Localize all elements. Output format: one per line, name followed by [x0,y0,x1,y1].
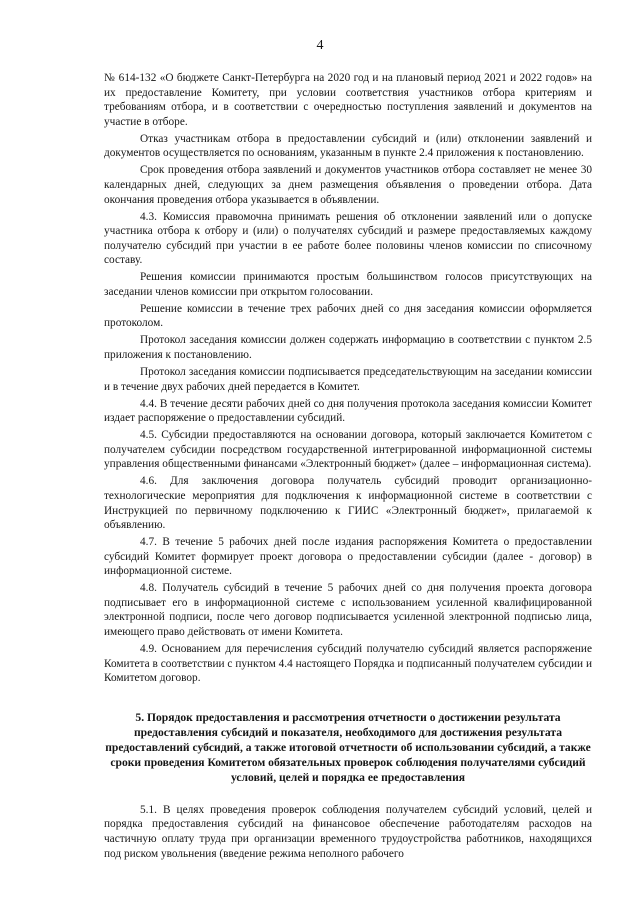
paragraph-intro-continuation: № 614-132 «О бюджете Санкт-Петербурга на 2020 год и на плановый период 2021 и 2022 годов» на их предоставление Комитету, при условии соответствия участников отбора критериям и требованиям отбора, и в соответствии с очередностью поступления заявлений и документов на участие в отборе. [104,72,592,128]
paragraph-protocol-signing: Протокол заседания комиссии подписывается председательствующим на заседании комиссии и в течение двух рабочих дней передается в Комитет. [104,366,592,393]
page-number: 4 [316,38,324,53]
document-body [104,71,592,864]
paragraph-4-4: 4.4. В течение десяти рабочих дней со дня получения протокола заседания комиссии Комитет издает распоряжение о предоставлении субсидий. [104,397,592,425]
paragraph-4-8: 4.8. Получатель субсидий в течение 5 рабочих дней со дня получения проекта договора подписывает его в информационной системе с использованием усиленной квалифицированной электронной подписи, после чего договор подписывается усиленной электронной подписью лица, имеющего право действовать от имени Комитета. [104,582,592,639]
section-5-heading: 5. Порядок предоставления и рассмотрения отчетности о достижении результата предоставления субсидий и показателя, необходимого для достижения результата предоставлений субсидий, а также итоговой отчетности об использовании субсидий, а также сроки проведения Комитетом обязательных проверок соблюдения получателями субсидий условий, целей и порядка ее предоставления [105,710,591,784]
paragraph-4-6: 4.6. Для заключения договора получатель субсидий проводит организационно-технологические мероприятия для подключения к информационной системе в соответствии с Инструкцией по первичному подключению к ГИИС «Электронный бюджет», прилагаемой к объявлению. [104,475,592,532]
paragraph-decision-protocol: Решение комиссии в течение трех рабочих дней со дня заседания комиссии оформляется протоколом. [104,302,592,330]
paragraph-commission-decisions: Решения комиссии принимаются простым большинством голосов присутствующих на заседании членов комиссии при открытом голосовании. [104,271,592,298]
paragraph-4-9: 4.9. Основанием для перечисления субсидий получателю субсидий является распоряжение Комитета в соответствии с пунктом 4.4 настоящего Порядка и подписанный получателем субсидии и Комитетом договор. [104,643,592,685]
paragraph-protocol-content: Протокол заседания комиссии должен содержать информацию в соответствии с пунктом 2.5 приложения к постановлению. [104,334,592,362]
paragraph-refusal-grounds: Отказ участникам отбора в предоставлении субсидий и (или) отклонении заявлений и документов осуществляется по основаниям, указанным в пункте 2.4 приложения к постановлению. [104,132,592,160]
paragraph-selection-period: Срок проведения отбора заявлений и документов участников отбора составляет не менее 30 календарных дней, следующих за днем размещения объявления о проведении отбора. Дата окончания проведения отбора указывается в объявлении. [104,164,592,206]
paragraph-4-7: 4.7. В течение 5 рабочих дней после издания распоряжения Комитета о предоставлении субсидий Комитет формирует проект договора о предоставлении субсидии (далее - договор) в информационной системе. [104,536,592,578]
paragraph-4-3: 4.3. Комиссия правомочна принимать решения об отклонении заявлений или о допуске участника отбора к отбору и (или) о получателях субсидий и размере предоставляемых каждому получателю субсидий при участии в ее работе более половины членов комиссии по списочному составу. [104,210,592,267]
paragraph-4-5: 4.5. Субсидии предоставляются на основании договора, который заключается Комитетом с получателем субсидии посредством государственной интегрированной информационной системы управления общественными финансами «Электронный бюджет» (далее – информационная система). [104,429,592,471]
paragraph-5-1: 5.1. В целях проведения проверок соблюдения получателем субсидий условий, целей и порядка предоставления субсидий на финансовое обеспечение работодателям расходов на частичную оплату труда при организации временного трудоустройства работников, находящихся под риском увольнения (введение режима неполного рабочего [104,803,592,860]
